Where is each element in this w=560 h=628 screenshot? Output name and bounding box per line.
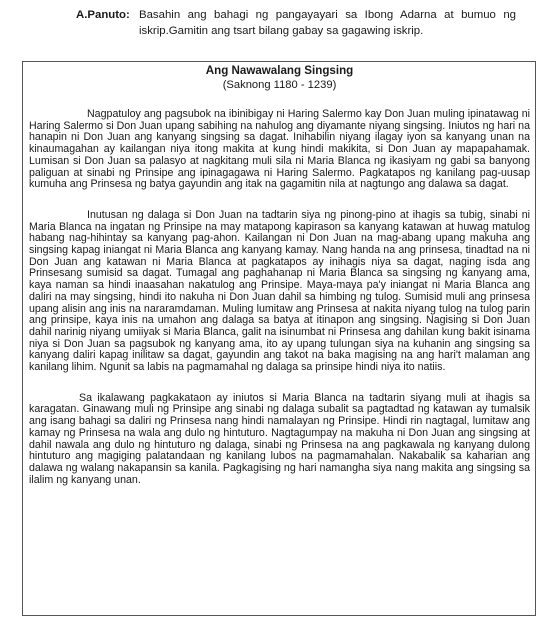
story-subtitle: (Saknong 1180 - 1239) [222, 79, 337, 91]
story-title: Ang Nawawalang Singsing [205, 64, 354, 77]
instruction-block [76, 8, 516, 39]
story-box [22, 61, 536, 616]
instruction-label: A.Panuto: [76, 9, 130, 21]
story-paragraph-2: Inutusan ng dalaga si Don Juan na tadtarin siya ng pinong-pino at ihagis sa tubig, sinabi ni Maria Blanca na ingatan ng Prinsipe na may matapong kapirason sa kanyang katawan at huwag matulog habang nag-hihintay sa kanyang pag-ahon. Kailangan ni Don Juan na mag-abang upang makuha ang singsing kapag iniangat ni Maria Blanca ang kanyang kamay. Nang handa na ang prinsesa, tinadtad na ni Don Juan ang katawan ni Maria Blanca at pagkatapos ay inihagis niya sa dagat, naging isda ang Prinsesang sumisid sa dagat. Tumagal ang paghahanap ni Maria Blanca sa singsing ng kanyang ama, kaya naman sa hindi inaasahan nakatulog ang Prinsipe. Maya-maya pa'y iniangat ni Maria Blanca ang daliri na may singsing, hindi ito nakuha ni Don Juan dahil sa himbing ng tulog. Sumisid muli ang prinsesa upang alisin ang inis na nararamdaman. Muling lumitaw ang Prinsesa at nakita niyang tulog na tulog parin ang prinsipe, kaya inis na umahon ang dalaga sa batya at itinapon ang singsing. Nagising si Don Juan dahil narinig niyang umiiyak si Maria Blanca, galit na isinumbat ni Prinsesa ang dahilan kung bakit isinama niya si Don Juan sa pagsubok ng kanyang ama, ito ay upang tulungan siya na kuhanin ang singsing sa kanyang daliri kapag inilitaw sa dagat, gayundin ang takot na baka magising na ang hari't malaman ang kanilang lihim. Ngunit sa labis na pagmamahal ng dalaga sa prinsipe hindi niya ito natiis. [29, 208, 530, 374]
story-paragraph-1: Nagpatuloy ang pagsubok na ibinibigay ni Haring Salermo kay Don Juan muling ipinatawag ni Haring Salermo si Don Juan upang sabihing na nahulog ang diyamante niyang singsing. Iniutos ng hari na hanapin ni Don Juan ang kanyang singsing sa dagat. Inihabilin niyang ilagay iyon sa kanyang unan na kinaumagahan ay kailangan niya itong makita at kung hindi makikita, si Don Juan ay mapapahamak. Lumisan si Don Juan sa palasyo at nagkitang muli sila ni Maria Blanca ng ikasiyam ng gabi sa banyong paliguan at sinabi ng Prinsipe ang ipinagagawa ni Haring Salermo. Pagkatapos ng kanilang pag-uusap kumuha ang Prinsesa ng batya gayundin ang itak na gagamitin nila at nagtungo ang dalawa sa dagat. [29, 108, 530, 191]
story-paragraph-3: Sa ikalawang pagkakataon ay iniutos si Maria Blanca na tadtarin siyang muli at ihagis sa karagatan. Ginawang muli ng Prinsipe ang sinabi ng dalaga subalit sa pagtadtad ng katawan ay tumalsik ang isang bahagi sa daliri ng Prinsesa nang hindi namalayan ng Prinsipe. Hindi rin nagtagal, lumitaw ang kamay ng Prinsesa na wala ang dulo ng hintuturo. Nagtagumpay na makuha ni Don Juan ang singsing at dahil nawala ang dulo ng hintuturo ng dalaga, sinabi ng Prinsesa na ang pagkawala ng kanyang dulong hintuturo ang magiging palatandaan ng kanilang lubos na pagmamahalan. Nakabalik sa kaharian ang dalawa ng walang nakapansin sa kanila. Pagkagising ng hari namangha siya nang makita ang singsing sa ilalim ng kanyang unan. [29, 391, 530, 486]
instruction-text: Basahin ang bahagi ng pangayayari sa Ibong Adarna at bumuo ng iskrip.Gamitin ang tsart bilang gabay sa gagawing iskrip. [139, 9, 516, 37]
